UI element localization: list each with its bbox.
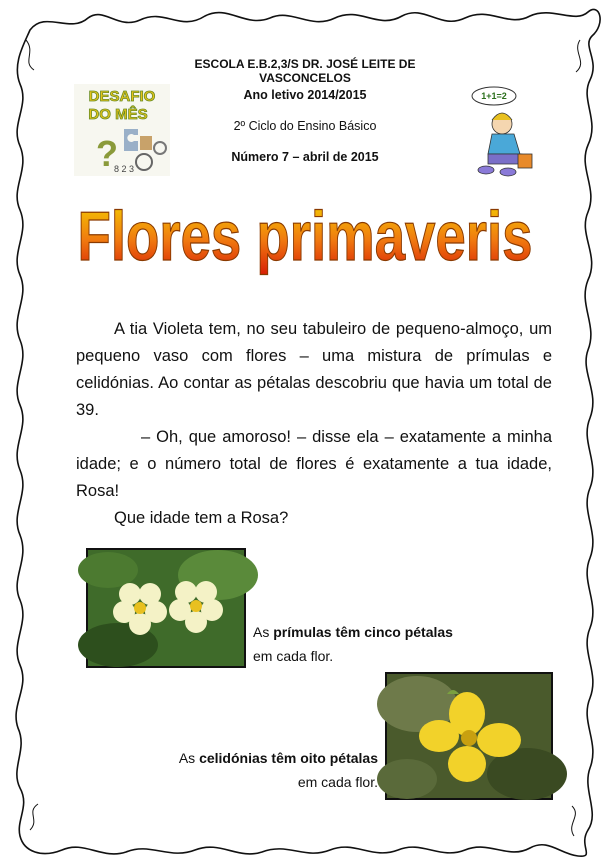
primula-caption: As prímulas têm cinco pétalas em cada flor. — [253, 624, 453, 664]
svg-text:8 2 3: 8 2 3 — [114, 164, 135, 174]
logo-line1: DESAFIO — [88, 88, 156, 105]
thinking-boy-clipart — [462, 84, 542, 178]
school-year: Ano letivo 2014/2015 — [243, 88, 367, 102]
formula-bubble: 1+1=2 — [481, 91, 507, 101]
desafio-do-mes-logo — [74, 84, 170, 176]
school-name: ESCOLA E.B.2,3/S DR. JOSÉ LEITE DE VASCONCELOS — [194, 57, 416, 85]
primula-photo — [86, 548, 246, 668]
logo-line2: DO MÊS — [88, 106, 148, 123]
page-title — [0, 188, 609, 280]
paragraph-1: A tia Violeta tem, no seu tabuleiro de pequeno-almoço, um pequeno vaso com flores – uma mistura de prímulas e celidónias. Ao contar as pétalas descobriu que havia um total de 39. — [76, 320, 552, 419]
celidonia-caption: As celidónias têm oito pétalas em cada flor. — [178, 750, 378, 790]
education-cycle: 2º Ciclo do Ensino Básico — [233, 119, 377, 133]
issue-number: Número 7 – abril de 2015 — [231, 150, 379, 164]
celidonia-photo — [385, 672, 553, 800]
paragraph-2: – Oh, que amoroso! – disse ela – exatamente a minha idade; e o número total de flores é exatamente a tua idade, Rosa! — [76, 428, 552, 500]
title-text: Flores primaveris — [77, 197, 532, 275]
question: Que idade tem a Rosa? — [114, 509, 289, 527]
question-mark-icon: ? — [96, 133, 118, 174]
